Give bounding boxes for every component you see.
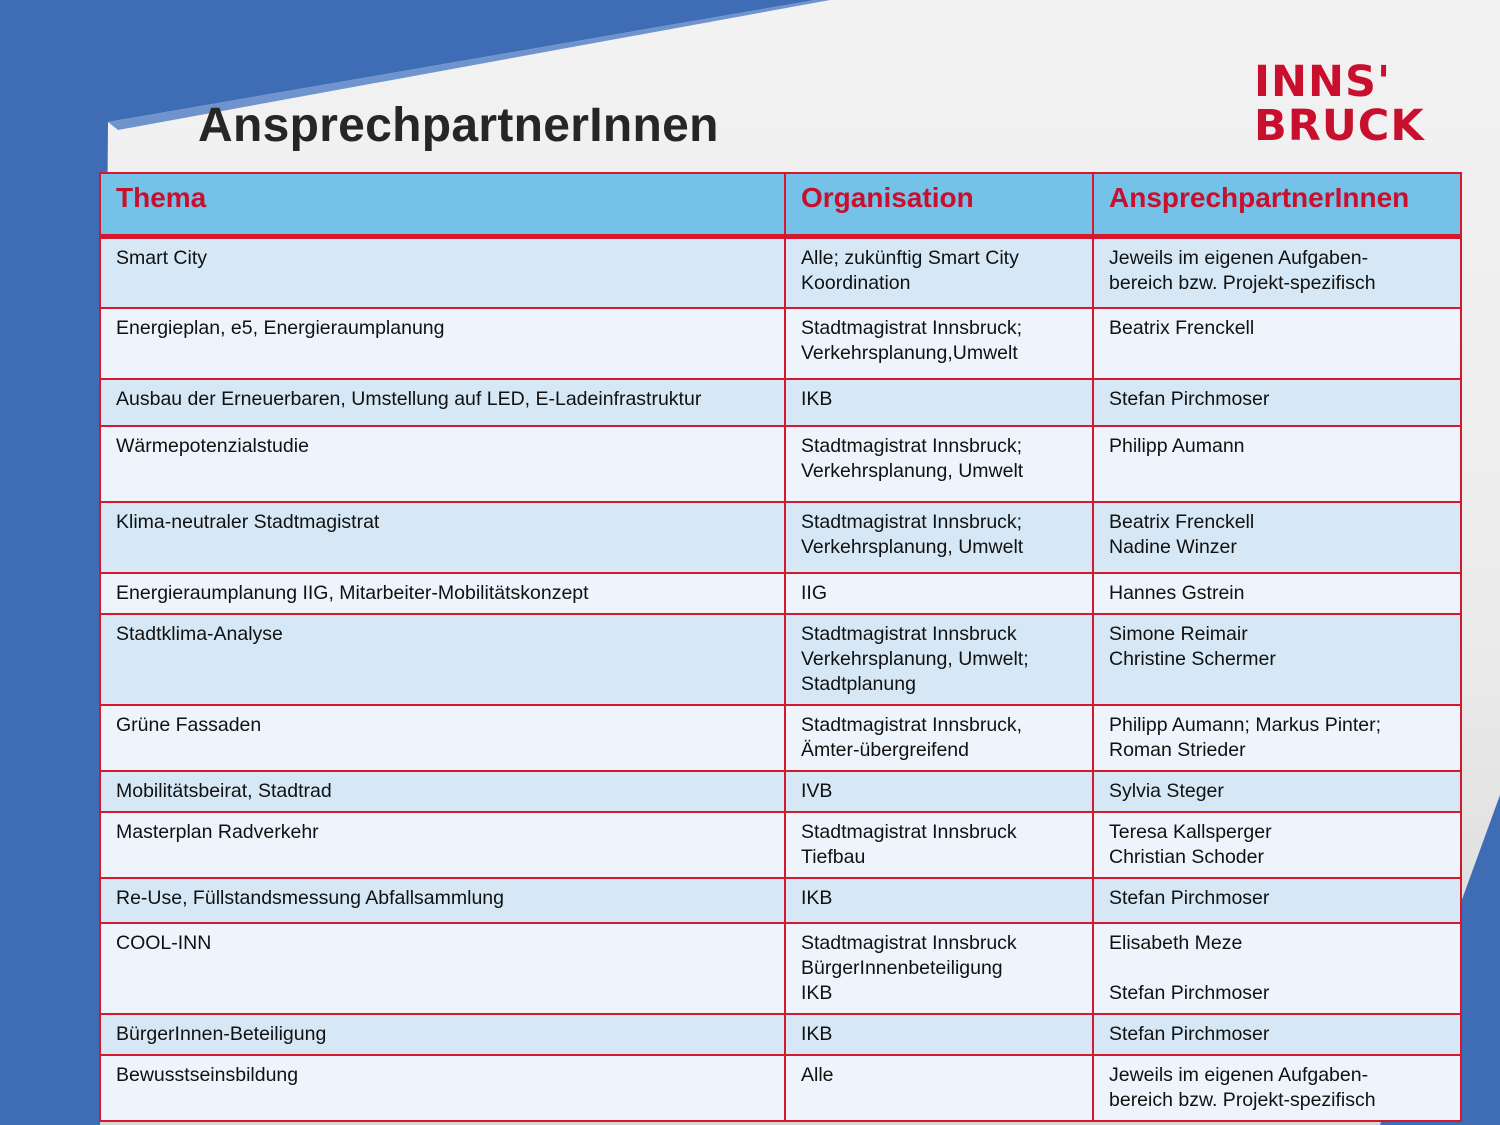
table-row (100, 614, 1461, 705)
cell-contact: Philipp Aumann (1093, 426, 1461, 502)
cell-organisation: Stadtmagistrat Innsbruck Tiefbau (785, 812, 1093, 878)
cell-thema: Re-Use, Füllstandsmessung Abfallsammlung (100, 878, 785, 923)
table-row (100, 237, 1461, 308)
cell-thema: Energieplan, e5, Energieraumplanung (100, 308, 785, 379)
cell-contact: Jeweils im eigenen Aufgaben- bereich bzw. Projekt-spezifisch (1093, 237, 1461, 308)
cell-contact: Hannes Gstrein (1093, 573, 1461, 614)
table-row (100, 812, 1461, 878)
cell-organisation: Stadtmagistrat Innsbruck BürgerInnenbeteiligung IKB (785, 923, 1093, 1014)
table-row (100, 878, 1461, 923)
table-row (100, 1055, 1461, 1121)
cell-contact: Teresa Kallsperger Christian Schoder (1093, 812, 1461, 878)
cell-contact: Jeweils im eigenen Aufgaben- bereich bzw. Projekt-spezifisch (1093, 1055, 1461, 1121)
header-thema: Thema (100, 173, 785, 237)
cell-contact: Simone Reimair Christine Schermer (1093, 614, 1461, 705)
cell-organisation: Stadtmagistrat Innsbruck; Verkehrsplanung, Umwelt (785, 426, 1093, 502)
cell-thema: BürgerInnen-Beteiligung (100, 1014, 785, 1055)
table-row (100, 923, 1461, 1014)
cell-organisation: IIG (785, 573, 1093, 614)
cell-organisation: IKB (785, 1014, 1093, 1055)
cell-organisation: Stadtmagistrat Innsbruck, Ämter-übergreifend (785, 705, 1093, 771)
cell-contact: Stefan Pirchmoser (1093, 1014, 1461, 1055)
cell-thema: Smart City (100, 237, 785, 308)
cell-thema: Bewusstseinsbildung (100, 1055, 785, 1121)
table-row (100, 1014, 1461, 1055)
cell-contact: Beatrix Frenckell (1093, 308, 1461, 379)
table-row (100, 379, 1461, 426)
cell-contact: Philipp Aumann; Markus Pinter; Roman Strieder (1093, 705, 1461, 771)
cell-thema: COOL-INN (100, 923, 785, 1014)
table-header-row (100, 173, 1461, 237)
table-row (100, 573, 1461, 614)
cell-contact: Sylvia Steger (1093, 771, 1461, 812)
cell-thema: Grüne Fassaden (100, 705, 785, 771)
cell-thema: Stadtklima-Analyse (100, 614, 785, 705)
cell-organisation: Stadtmagistrat Innsbruck Verkehrsplanung, Umwelt; Stadtplanung (785, 614, 1093, 705)
cell-contact: Stefan Pirchmoser (1093, 379, 1461, 426)
cell-contact: Beatrix Frenckell Nadine Winzer (1093, 502, 1461, 573)
header-ansprechpartner: AnsprechpartnerInnen (1093, 173, 1461, 237)
cell-thema: Ausbau der Erneuerbaren, Umstellung auf LED, E-Ladeinfrastruktur (100, 379, 785, 426)
contacts-table (99, 172, 1462, 1122)
table-row (100, 308, 1461, 379)
cell-thema: Wärmepotenzialstudie (100, 426, 785, 502)
header-organisation: Organisation (785, 173, 1093, 237)
page-title: AnsprechpartnerInnen (198, 99, 719, 152)
cell-organisation: Stadtmagistrat Innsbruck; Verkehrsplanung, Umwelt (785, 502, 1093, 573)
innsbruck-logo (1254, 57, 1434, 151)
cell-organisation: IVB (785, 771, 1093, 812)
cell-thema: Mobilitätsbeirat, Stadtrad (100, 771, 785, 812)
logo-line-2: BRUCK (1254, 101, 1425, 151)
table-row (100, 426, 1461, 502)
cell-thema: Masterplan Radverkehr (100, 812, 785, 878)
cell-organisation: IKB (785, 878, 1093, 923)
cell-organisation: Stadtmagistrat Innsbruck; Verkehrsplanung,Umwelt (785, 308, 1093, 379)
cell-organisation: Alle (785, 1055, 1093, 1121)
table-row (100, 502, 1461, 573)
cell-thema: Energieraumplanung IIG, Mitarbeiter-Mobilitätskonzept (100, 573, 785, 614)
cell-organisation: Alle; zukünftig Smart City Koordination (785, 237, 1093, 308)
table-row (100, 771, 1461, 812)
cell-contact: Stefan Pirchmoser (1093, 878, 1461, 923)
table-row (100, 705, 1461, 771)
cell-thema: Klima-neutraler Stadtmagistrat (100, 502, 785, 573)
logo-line-1: INNS' (1254, 57, 1392, 107)
cell-contact: Elisabeth Meze Stefan Pirchmoser (1093, 923, 1461, 1014)
cell-organisation: IKB (785, 379, 1093, 426)
